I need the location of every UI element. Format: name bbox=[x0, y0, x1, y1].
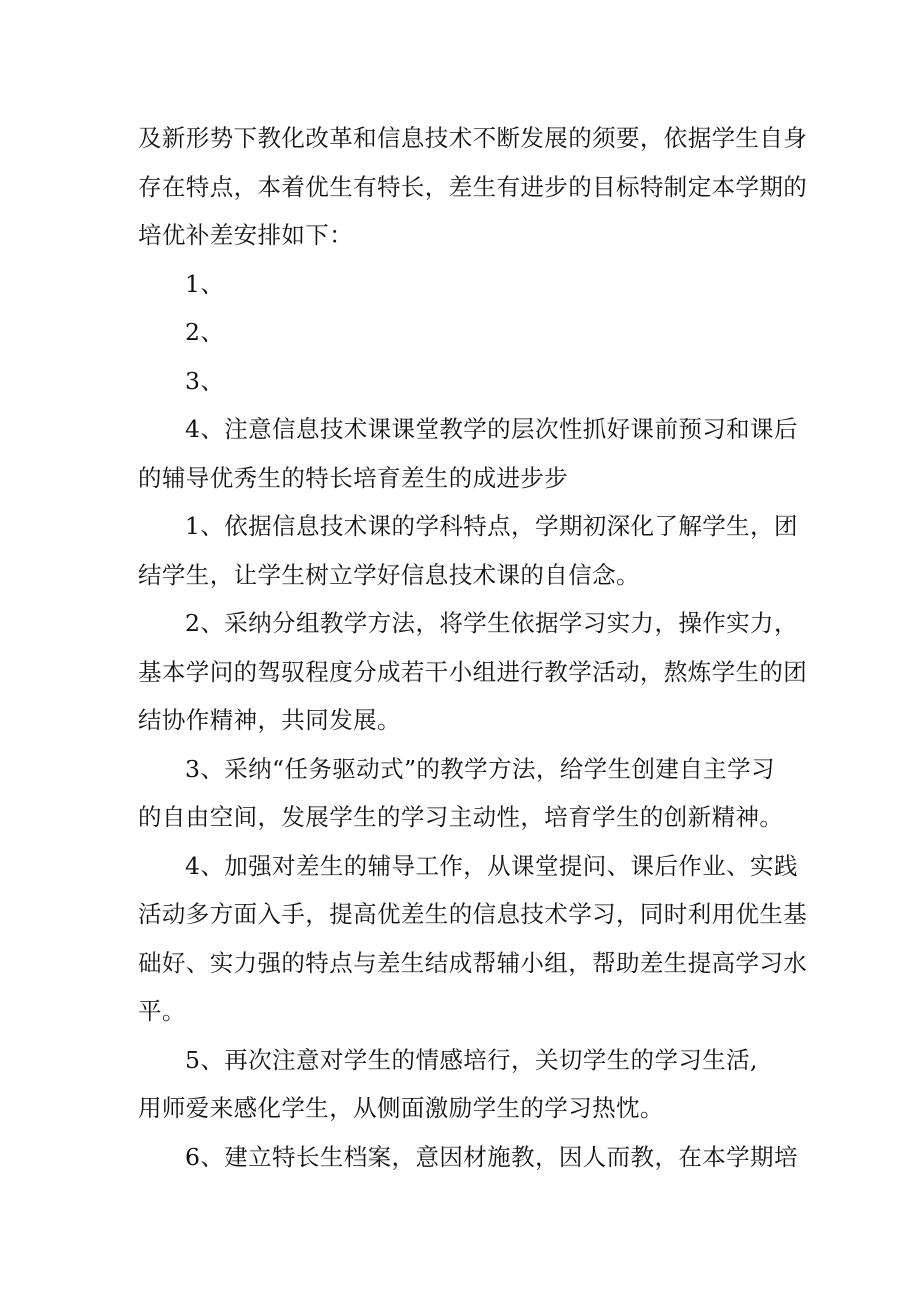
text-line: 2、 bbox=[185, 318, 225, 346]
text-line: 结协作精神，共同发展。 bbox=[138, 706, 401, 734]
text-line: 3、 bbox=[185, 366, 225, 395]
text-line: 础好、实力强的特点与差生结成帮辅小组，帮助差生提高学习水 bbox=[138, 948, 808, 977]
text-line: 及新形势下教化改革和信息技术不断发展的须要，依据学生自身 bbox=[138, 124, 808, 152]
text-line: 结学生，让学生树立学好信息技术课的自信念。 bbox=[138, 560, 640, 589]
text-line: 基本学问的驾驭程度分成若干小组进行教学活动，熬炼学生的团 bbox=[138, 657, 808, 686]
text-line: 1、依据信息技术课的学科特点，学期初深化了解学生，团 bbox=[185, 512, 798, 540]
text-line: 培优补差安排如下： bbox=[138, 221, 354, 249]
body-text bbox=[138, 114, 808, 1181]
text-line: 存在特点，本着优生有特长，差生有进步的目标特制定本学期的 bbox=[138, 172, 808, 201]
text-line: 平。 bbox=[138, 997, 186, 1025]
text-line: 6、建立特长生档案，意因材施教，因人而教，在本学期培 bbox=[185, 1142, 798, 1171]
text-line: 5、再次注意对学生的情感培行，关切学生的学习生活, bbox=[185, 1045, 758, 1074]
text-line: 的自由空间，发展学生的学习主动性，培育学生的创新精神。 bbox=[138, 803, 784, 831]
text-line: 4、注意信息技术课课堂教学的层次性抓好课前预习和课后 bbox=[185, 415, 798, 443]
text-line: 用师爱来感化学生，从侧面激励学生的学习热忱。 bbox=[138, 1094, 664, 1122]
text-line: 活动多方面入手，提高优差生的信息技术学习，同时利用优生基 bbox=[138, 900, 808, 928]
text-line: 4、加强对差生的辅导工作，从课堂提问、课后作业、实践 bbox=[185, 851, 798, 880]
text-line: 的辅导优秀生的特长培育差生的成进步步 bbox=[138, 463, 569, 492]
text-line: 1、 bbox=[185, 269, 225, 298]
text-line: 3、采纳“任务驱动式”的教学方法，给学生创建自主学习 bbox=[185, 754, 775, 783]
text-line: 2、采纳分组教学方法，将学生依据学习实力，操作实力， bbox=[185, 609, 798, 637]
